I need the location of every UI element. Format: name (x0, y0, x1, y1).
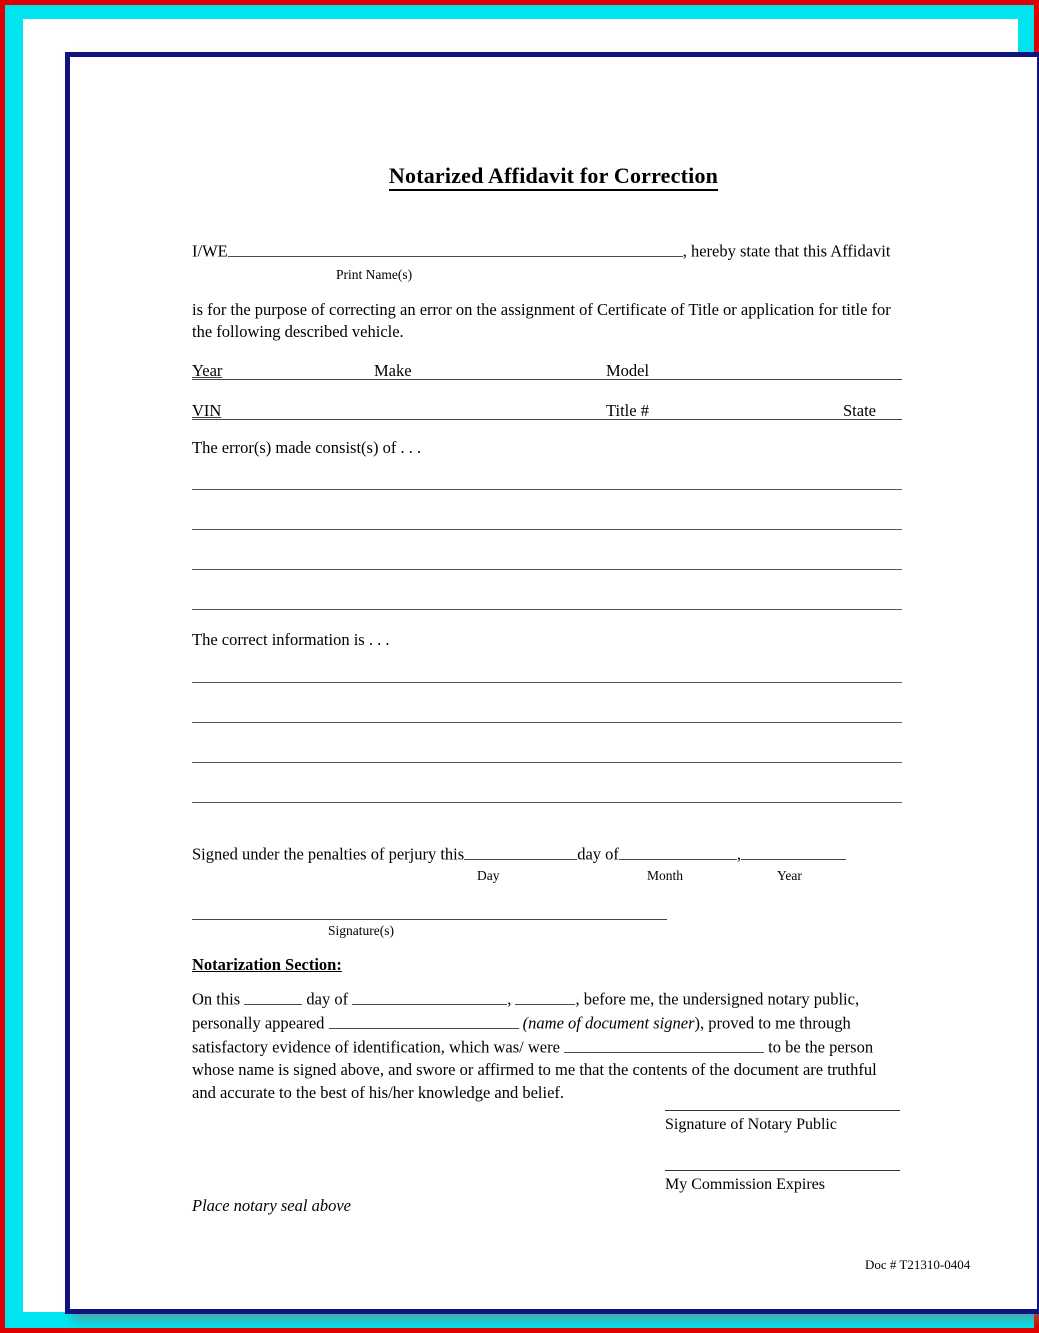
notary-identification-field[interactable] (564, 1035, 764, 1053)
notary-signer-name-field[interactable] (329, 1011, 519, 1029)
title-number-label: Title # (606, 400, 649, 420)
correct-write-line-1[interactable] (192, 682, 902, 683)
model-label: Model (606, 360, 650, 380)
decorative-frame-navy (65, 52, 1039, 1314)
month-caption: Month (647, 868, 684, 883)
correct-write-line-2[interactable] (192, 722, 902, 723)
affidavit-document (70, 57, 1037, 1309)
iwe-prefix-label: I/WE (192, 241, 228, 261)
notary-line1-b: day of (302, 989, 353, 1009)
errors-write-line-1[interactable] (192, 489, 902, 490)
notary-line2-a: personally appeared (192, 1013, 329, 1033)
notary-line1-d: , before me, the undersigned notary public, (575, 989, 860, 1009)
errors-write-line-2[interactable] (192, 529, 902, 530)
perjury-line (192, 842, 902, 865)
signature-line[interactable] (192, 919, 667, 920)
vin-label: VIN (192, 400, 222, 420)
notary-signer-hint: (name of document signer (522, 1013, 695, 1033)
perjury-lead-label: Signed under the penalties of perjury this (192, 844, 465, 864)
notarization-heading: Notarization Section: (192, 955, 342, 974)
errors-prompt: The error(s) made consist(s) of . . . (192, 438, 422, 457)
notary-line1-c: , (507, 989, 516, 1009)
page-title-text: Notarized Affidavit for Correction (389, 163, 718, 191)
day-caption: Day (477, 868, 500, 883)
document-page (70, 57, 1037, 1309)
perjury-year-field[interactable] (741, 842, 846, 860)
notary-year-field[interactable] (515, 987, 575, 1005)
perjury-day-field[interactable] (464, 842, 577, 860)
vehicle-row-vin-title-state[interactable] (192, 397, 902, 420)
decorative-frame-cyan (5, 5, 1034, 1328)
signature-caption: Signature(s) (328, 923, 394, 938)
page-title (70, 162, 1037, 191)
correct-write-line-4[interactable] (192, 802, 902, 803)
state-label: State (843, 400, 876, 420)
iwe-suffix-label: , hereby state that this Affidavit (682, 241, 891, 261)
correct-write-line-3[interactable] (192, 762, 902, 763)
notary-line3-a: satisfactory evidence of identification, which was/ were (192, 1037, 565, 1057)
perjury-month-field[interactable] (619, 842, 737, 860)
errors-write-line-3[interactable] (192, 569, 902, 570)
notarization-paragraph (192, 987, 904, 1104)
vehicle-row-year-make-model[interactable] (192, 357, 902, 380)
notary-line5: truthful and accurate to the best of his/her knowledge and belief. (192, 1060, 877, 1102)
notary-signature-line[interactable] (665, 1110, 900, 1111)
notary-signature-caption: Signature of Notary Public (665, 1116, 837, 1133)
perjury-comma-label: , (736, 844, 742, 864)
year-label: Year (192, 360, 223, 380)
notary-line3-b: to be the (764, 1037, 825, 1057)
seal-note: Place notary seal above (192, 1196, 351, 1215)
commission-expires-caption: My Commission Expires (665, 1176, 826, 1193)
correct-information-prompt: The correct information is . . . (192, 630, 390, 649)
notary-line2-b: ), proved to me through (694, 1013, 851, 1033)
notary-line1-a: On this (192, 989, 245, 1009)
errors-write-line-4[interactable] (192, 609, 902, 610)
notary-line4: person whose name is signed above, and swore or affirmed to me that the contents of the document are (192, 1037, 874, 1080)
decorative-frame-white-gap (23, 19, 1018, 1312)
year-caption: Year (777, 868, 802, 883)
make-label: Make (374, 360, 412, 380)
iwe-line (192, 239, 902, 262)
notary-day-field[interactable] (244, 987, 302, 1005)
print-name-field[interactable] (228, 239, 683, 257)
commission-expires-line[interactable] (665, 1170, 900, 1171)
print-names-caption: Print Name(s) (336, 267, 413, 282)
document-number: Doc # T21310-0404 (865, 1257, 971, 1272)
perjury-dayof-label: day of (577, 844, 619, 864)
notary-month-field[interactable] (352, 987, 507, 1005)
purpose-paragraph: is for the purpose of correcting an error on the assignment of Certificate of Title or application for title for the following described vehicle. (192, 300, 891, 341)
